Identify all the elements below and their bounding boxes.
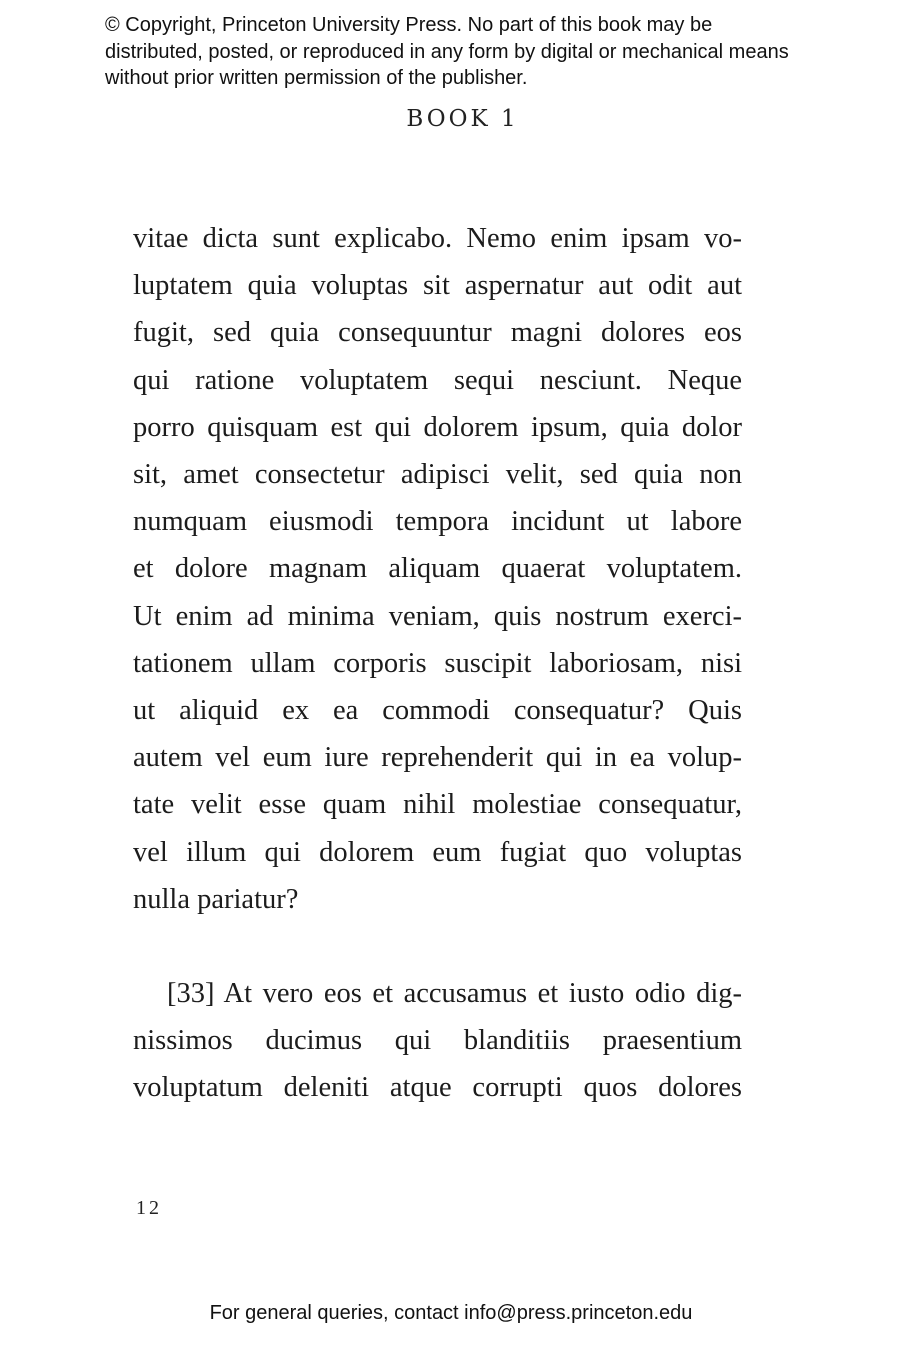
text-line: Ut enim ad minima veniam, quis nostrum exerci- [133,600,742,632]
text-line: vitae dicta sunt explicabo. Nemo enim ipsam vo- [133,223,742,254]
text-line: luptatem quia voluptas sit aspernatur aut odit aut [133,270,742,302]
text-line: ut aliquid ex ea commodi consequatur? Quis [133,695,742,727]
text-line: vel illum qui dolorem eum fugiat quo voluptas [133,836,742,868]
text-line: tate velit esse quam nihil molestiae consequatur, [133,789,742,821]
text-line: sit, amet consectetur adipisci velit, sed quia non [133,459,742,491]
text-line: porro quisquam est qui dolorem ipsum, quia dolor [133,411,742,443]
page-number: 12 [136,1197,162,1219]
text-line: voluptatum deleniti atque corrupti quos dolores [133,1072,742,1104]
paragraph-2 [133,970,742,1112]
text-line: tationem ullam corporis suscipit laboriosam, nisi [133,647,742,679]
text-line: autem vel eum iure reprehenderit qui in ea volup- [133,742,742,774]
footer-contact: For general queries, contact info@press.princeton.edu [209,1302,693,1324]
text-line: fugit, sed quia consequuntur magni dolores eos [133,317,742,349]
text-line: nulla pariatur? [133,883,299,915]
copyright-notice: © Copyright, Princeton University Press. No part of this book may be distributed, posted, or reproduced in any form by digital or mechanical means without prior written permission of the publisher. [105,14,789,89]
running-head: BOOK 1 [406,106,519,132]
paragraph-1 [133,215,742,923]
text-line: nissimos ducimus qui blanditiis praesentium [133,1025,742,1057]
text-line: numquam eiusmodi tempora incidunt ut labore [133,506,742,538]
text-line: qui ratione voluptatem sequi nesciunt. Neque [133,364,742,396]
text-line: [33] At vero eos et accusamus et iusto odio dig- [167,978,742,1009]
text-line: et dolore magnam aliquam quaerat voluptatem. [133,553,742,585]
